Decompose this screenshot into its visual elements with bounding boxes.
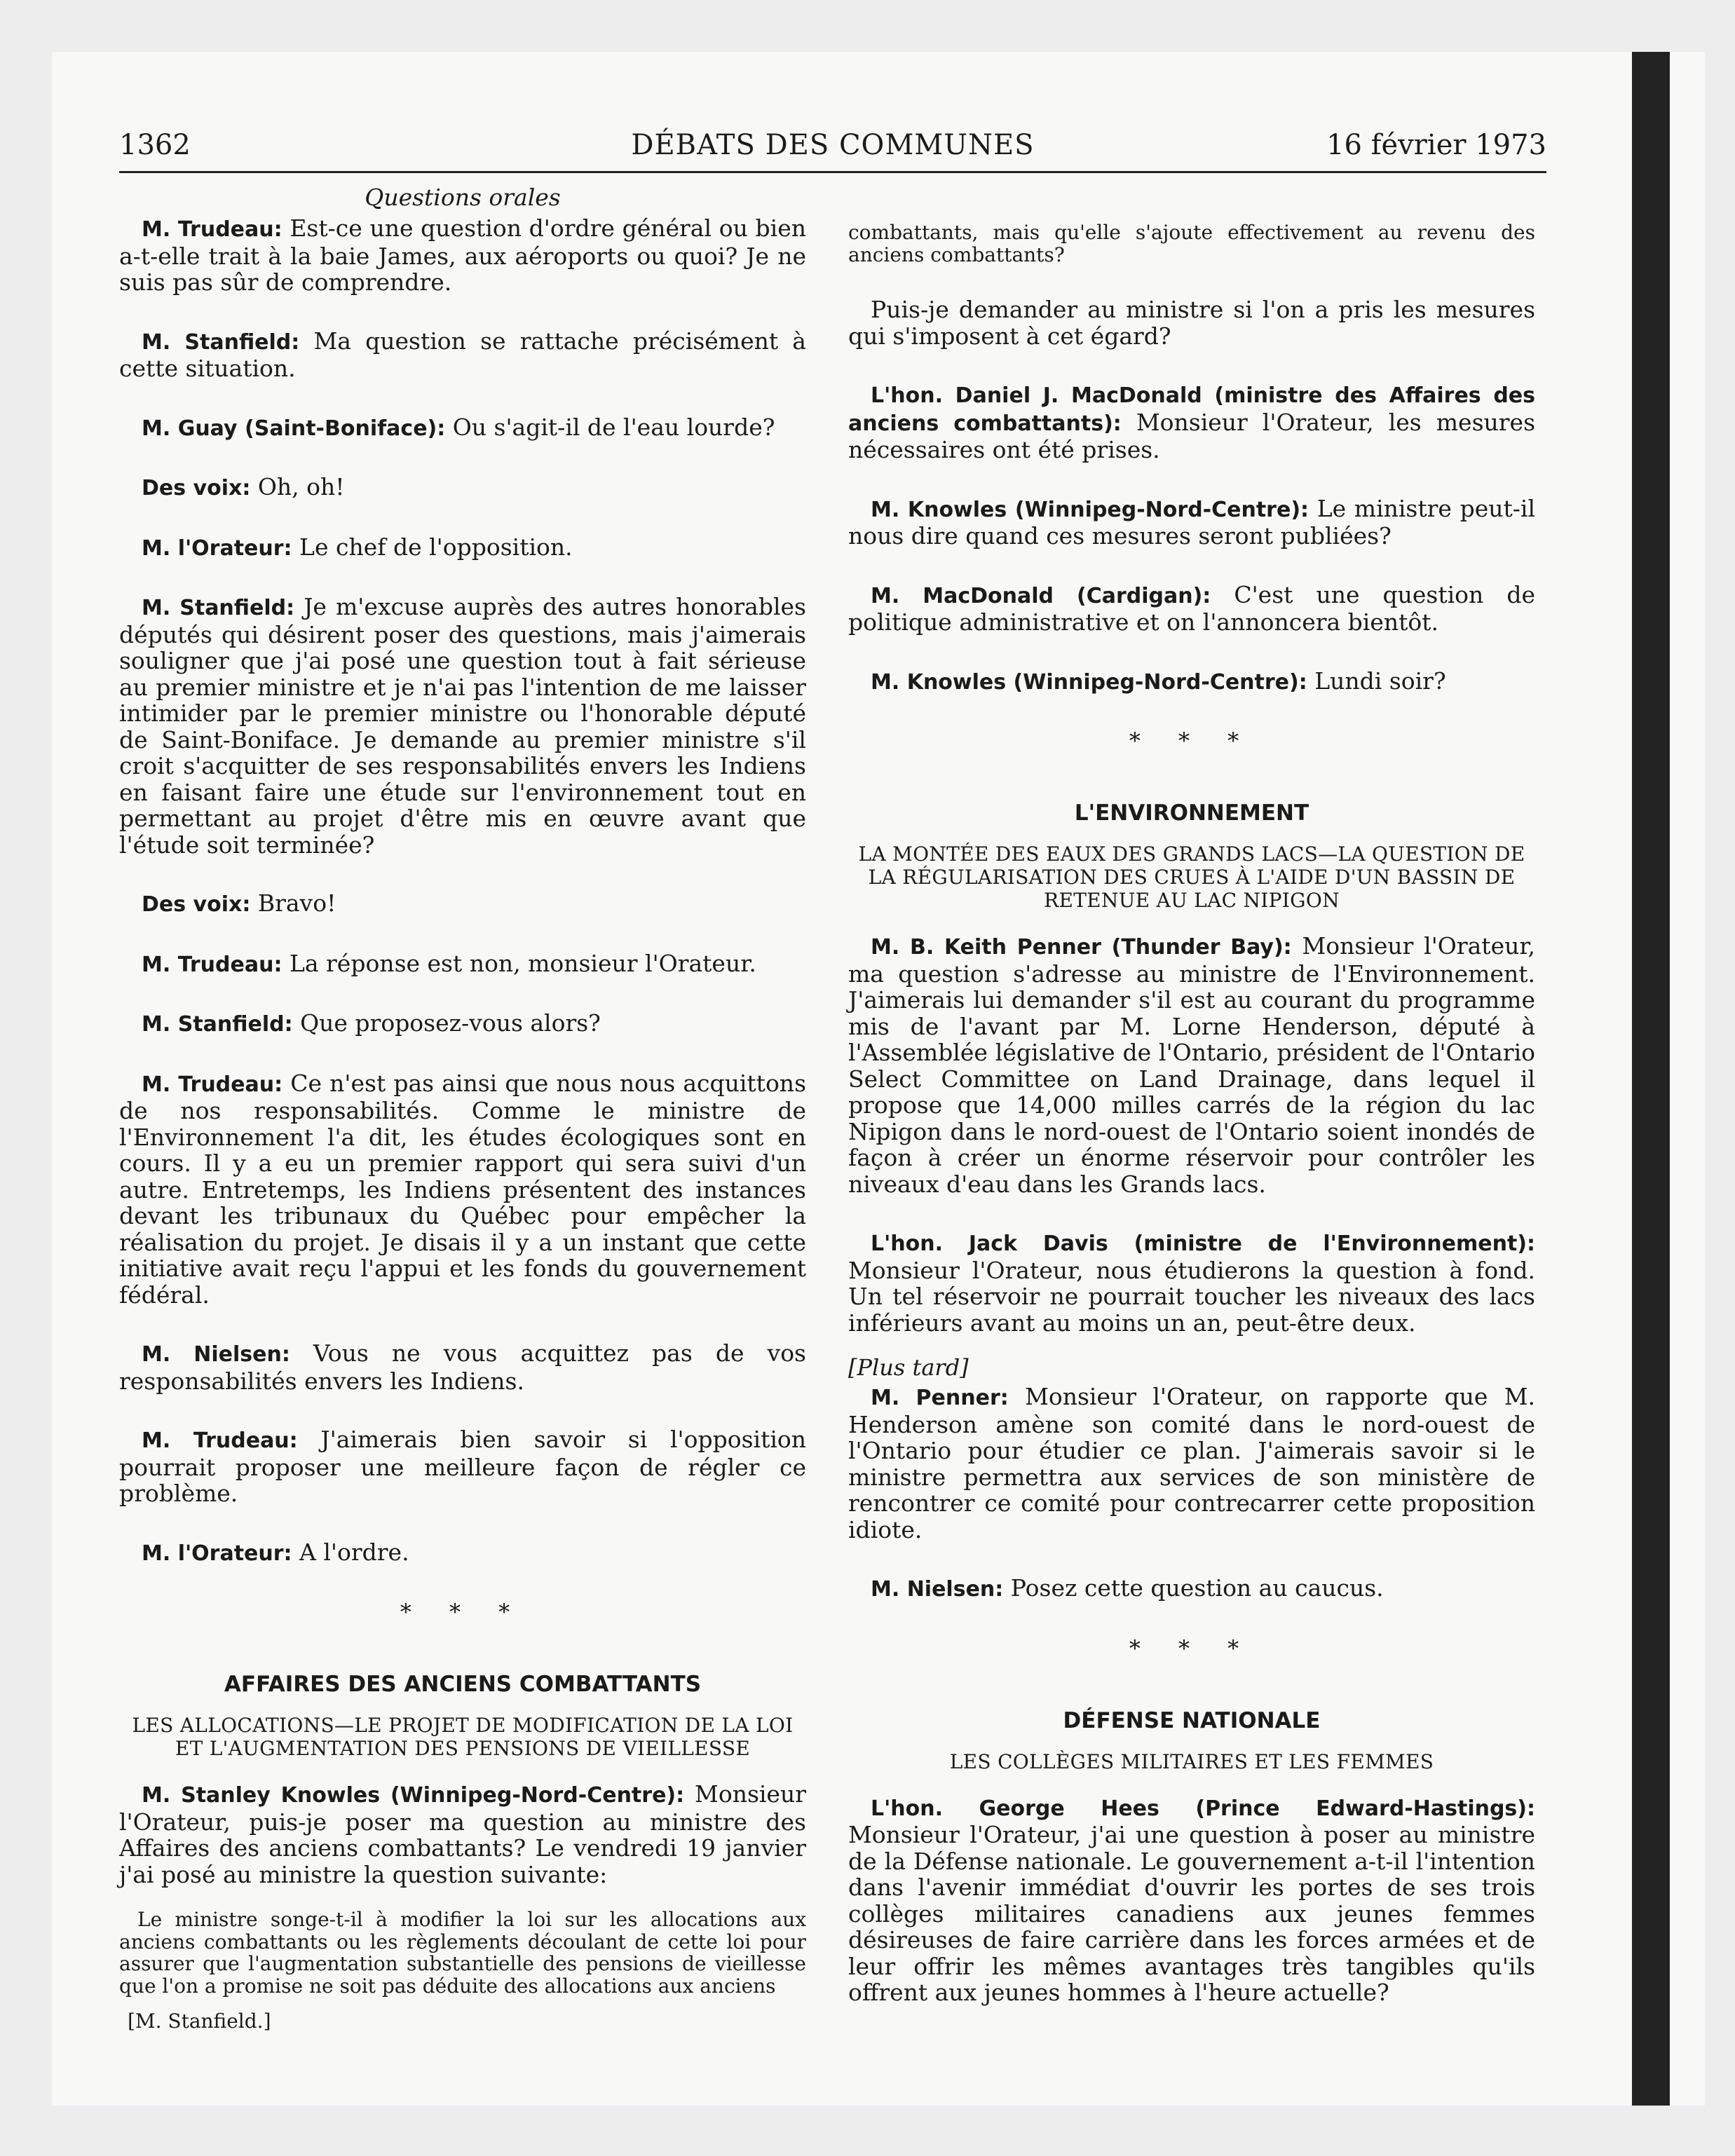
section-separator: * * *: [1129, 728, 1255, 754]
speaker: L'hon. George Hees (Prince Edward-Hastings):: [871, 1796, 1535, 1821]
speaker: M. Guay (Saint-Boniface):: [142, 416, 446, 441]
speaker: Des voix:: [142, 476, 251, 500]
speech-text: Posez cette question au caucus.: [1010, 1574, 1384, 1602]
speech-text: Oh, oh!: [257, 473, 345, 500]
speaker: M. Nielsen:: [871, 1577, 1004, 1602]
speech-paragraph: [848, 668, 1535, 696]
speaker: M. MacDonald (Cardigan):: [871, 583, 1211, 608]
speaker: M. Nielsen:: [142, 1342, 290, 1367]
speech-paragraph: [848, 496, 1535, 550]
page-title: DÉBATS DES COMMUNES: [631, 129, 1035, 161]
speech-text: Je m'excuse auprès des autres honorables députés qui désirent poser des questions, mais j'aimerais souligner que j'ai posé une question tout à fait sérieuse au premier ministre et je n'ai pas l'intention de me laisser intimider par le premier ministre ou l'honorable député de Saint-Boniface. Je demande au premier ministre s'il croit s'acquitter de ses responsabilités envers les Indiens en faisant faire une étude sur l'environnement tout en permettant au projet d'être mis en œuvre avant que l'étude soit terminée?: [119, 593, 806, 859]
speech-text: Ou s'agit-il de l'eau lourde?: [452, 413, 775, 441]
speech-paragraph: [119, 1340, 806, 1394]
subheading: Questions orales: [365, 184, 561, 211]
section-separator: * * *: [1129, 1635, 1255, 1662]
speech-paragraph: [119, 594, 806, 858]
speaker: L'hon. Daniel J. MacDonald (ministre des Affaires des anciens combattants):: [848, 383, 1535, 436]
speaker: M. Stanfield:: [142, 596, 295, 620]
speech-text: Monsieur l'Orateur, nous étudierons la question à fond. Un tel réservoir ne pourrait toucher les niveaux des lacs inférieurs avant au moins un an, peut-être deux.: [848, 1256, 1535, 1337]
speech-text: Monsieur l'Orateur, ma question s'adresse au ministre de l'Environnement. J'aimerais lui demander s'il est au courant du programme mis de l'avant par M. Lorne Henderson, député à l'Assemblée législative de l'Ontario, président de l'Ontario Select Committee on Land Drainage, dans lequel il propose que 14,000 milles carrés de la région du lac Nipigon dans le nord-ouest de l'Ontario soient inondés de façon à créer un énorme réservoir pour contrôler les niveaux d'eau dans les Grands lacs.: [848, 932, 1535, 1198]
speech-paragraph: [119, 950, 806, 978]
speech-text: Monsieur l'Orateur, les mesures nécessaires ont été prises.: [848, 408, 1536, 463]
section-title: DÉFENSE NATIONALE: [1063, 1707, 1321, 1733]
speaker: M. l'Orateur:: [142, 535, 292, 561]
speech-paragraph: [119, 1539, 806, 1567]
speaker: M. Trudeau:: [142, 952, 283, 977]
speech-paragraph: [848, 933, 1535, 1197]
speech-paragraph: [119, 1010, 806, 1038]
speech-text: Vous ne vous acquittez pas de vos responsabilités envers les Indiens.: [119, 1339, 806, 1395]
speaker: M. Stanfield:: [142, 1012, 293, 1037]
speech-paragraph: [119, 534, 806, 562]
speaker: L'hon. Jack Davis (ministre de l'Environnement):: [871, 1231, 1535, 1256]
speech-paragraph: [848, 1575, 1535, 1603]
speech-text: C'est une question de politique administrative et on l'annoncera bientôt.: [848, 580, 1535, 636]
speech-text: Monsieur l'Orateur, puis-je poser ma question au ministre des Affaires des anciens combattants? Le vendredi 19 janvier j'ai posé au ministre la question suivante:: [119, 1780, 806, 1888]
speech-text: Le chef de l'opposition.: [299, 533, 573, 561]
section-title: AFFAIRES DES ANCIENS COMBATTANTS: [224, 1672, 702, 1697]
speech-text: Ce n'est pas ainsi que nous nous acquittons de nos responsabilités. Comme le ministre de l'Environnement l'a dit, les études écologiques sont en cours. Il y a eu un premier rapport qui sera suivi d'un autre. Entretemps, les Indiens présentent des instances devant les tribunaux du Québec pour empêcher la réalisation du projet. Je disais il y a un instant que cette initiative avait reçu l'appui et les fonds du gouvernement fédéral.: [119, 1069, 806, 1309]
speech-text: Monsieur l'Orateur, j'ai une question à poser au ministre de la Défense nationale. Le gouvernement a-t-il l'intention dans l'avenir immédiat d'ouvrir les portes de ses trois collèges militaires canadiens aux jeunes femmes désireuses de faire carrière dans les forces armées et de leur offrir les mêmes avantages très tangibles qu'ils offrent aux jeunes hommes à l'heure actuelle?: [848, 1821, 1535, 2006]
section-subtitle: LES COLLÈGES MILITAIRES ET LES FEMMES: [949, 1749, 1434, 1773]
speaker: M. Trudeau:: [142, 217, 283, 242]
speech-paragraph: [848, 1229, 1535, 1336]
section-title: L'ENVIRONNEMENT: [1074, 800, 1309, 826]
speech-paragraph: [848, 582, 1535, 636]
speaker: M. Trudeau:: [142, 1072, 283, 1097]
right-column: [848, 221, 1535, 2038]
page-header: [119, 129, 1546, 173]
speech-text: Le ministre peut-il nous dire quand ces mesures seront publiées?: [848, 494, 1535, 550]
speech-text: Monsieur l'Orateur, on rapporte que M. Henderson amène son comité dans le nord-ouest de l'Ontario pour étudier ce plan. J'aimerais savoir si le ministre permettra aux services de son ministère de rencontrer ce comité pour contrecarrer cette proposition idiote.: [848, 1383, 1535, 1543]
speech-text: Ma question se rattache précisément à cette situation.: [119, 327, 806, 382]
speaker: M. Stanley Knowles (Winnipeg-Nord-Centre):: [142, 1783, 685, 1808]
speech-paragraph: [119, 1426, 806, 1507]
speech-paragraph: [119, 1070, 806, 1309]
speech-paragraph: [848, 1794, 1535, 2006]
left-column: [119, 184, 806, 2033]
speech-text: Est-ce une question d'ordre général ou bien a-t-elle trait à la baie James, aux aéroports ou quoi? Je ne suis pas sûr de comprendre.: [119, 214, 806, 296]
interjection-note: [Plus tard]: [848, 1354, 969, 1381]
speech-paragraph: [848, 296, 1535, 349]
page-number: 1362: [119, 129, 191, 161]
speech-paragraph: [119, 215, 806, 296]
speaker: M. l'Orateur:: [142, 1541, 292, 1566]
speech-paragraph: [848, 1384, 1535, 1543]
speech-paragraph: [119, 474, 806, 502]
speaker: Des voix:: [142, 892, 251, 917]
page-attribution: [M. Stanfield.]: [128, 2010, 271, 2033]
speech-paragraph: [848, 381, 1535, 463]
speech-paragraph: [119, 328, 806, 382]
speaker: M. B. Keith Penner (Thunder Bay):: [871, 935, 1292, 960]
speech-text: Que proposez-vous alors?: [300, 1009, 601, 1037]
speaker: M. Stanfield:: [142, 329, 300, 355]
binding-edge: [1632, 52, 1670, 2106]
speech-text: A l'ordre.: [299, 1538, 409, 1566]
speech-paragraph: [119, 414, 806, 442]
speech-paragraph: [119, 1781, 806, 1888]
speech-text: Lundi soir?: [1314, 667, 1446, 695]
section-separator: * * *: [400, 1599, 526, 1625]
block-quote: Le ministre songe-t-il à modifier la loi sur les allocations aux anciens combattants ou les règlements découlant de cette loi pour assurer que l'augmentation substantielle des pensions de vieillesse que l'on a promise ne soit pas déduite des allocations aux anciens: [119, 1908, 806, 1998]
speech-text: Puis-je demander au ministre si l'on a pris les mesures qui s'imposent à cet égard?: [848, 296, 1535, 350]
speech-text: J'aimerais bien savoir si l'opposition pourrait proposer une meilleure façon de régler ce problème.: [119, 1426, 807, 1507]
section-subtitle: LES ALLOCATIONS—LE PROJET DE MODIFICATION DE LA LOI ET L'AUGMENTATION DES PENSIONS DE VIEILLESSE: [132, 1714, 794, 1760]
speaker: M. Trudeau:: [142, 1428, 298, 1453]
speech-text: La réponse est non, monsieur l'Orateur.: [289, 949, 756, 977]
block-quote-continuation: combattants, mais qu'elle s'ajoute effectivement au revenu des anciens combattants?: [848, 221, 1535, 266]
speech-text: Bravo!: [257, 889, 336, 917]
speaker: M. Knowles (Winnipeg-Nord-Centre):: [871, 669, 1307, 695]
section-subtitle: LA MONTÉE DES EAUX DES GRANDS LACS—LA QUESTION DE LA RÉGULARISATION DES CRUES À L'AIDE D'UN BASSIN DE RETENUE AU LAC NIPIGON: [858, 842, 1525, 912]
page-date: 16 février 1973: [1326, 129, 1546, 161]
speaker: M. Penner:: [871, 1386, 1009, 1410]
speech-paragraph: [119, 890, 806, 918]
speaker: M. Knowles (Winnipeg-Nord-Centre):: [871, 497, 1309, 522]
